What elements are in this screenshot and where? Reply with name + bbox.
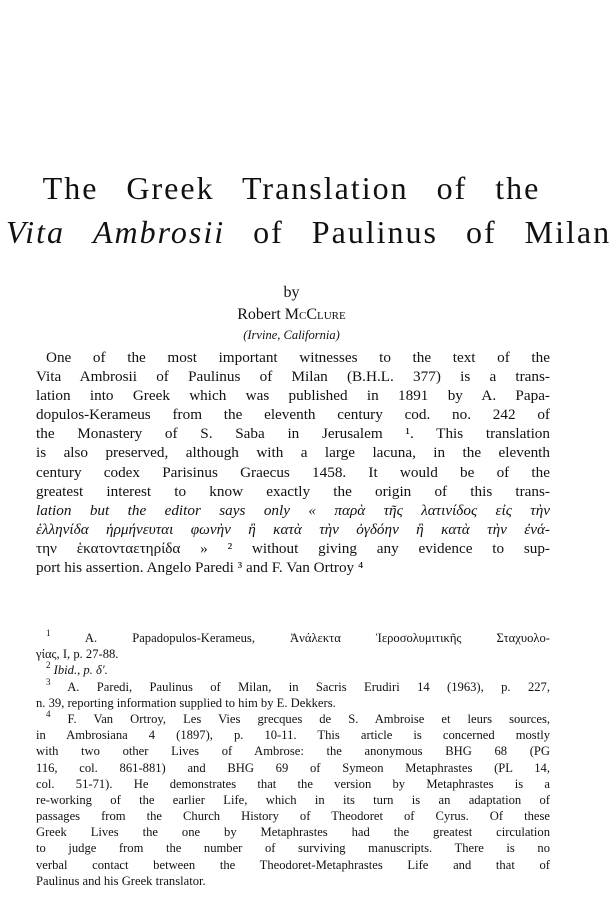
footnote-line: col. 51-71). He demonstrates that the version by Metaphrastes is a [36, 776, 550, 791]
footnote-line: Greek Lives the one by Metaphrastes had the greatest circulation [36, 825, 550, 840]
footnote-line: γίας, I, p. 27-88. [36, 647, 119, 662]
author-affiliation: (Irvine, California) [243, 328, 340, 342]
body-line: lation into Greek which was published in 1891 by A. Papa- [36, 387, 550, 405]
footnotes [36, 630, 550, 889]
footnote-line: with two other Lives of Ambrose: the anonymous BHG 68 (PG [36, 744, 550, 759]
byline-by: by [283, 284, 300, 301]
body-line: ἑλληνίδα ἡρμήνευται φωνὴν ἢ κατὰ τὴν ὀγδόην ἢ κατὰ τὴν ἐνά- [36, 520, 550, 538]
footnote-line: $^3$ A. Paredi, Paulinus of Milan, in Sacris Erudiri 14 (1963), p. 227, [46, 676, 550, 694]
body-line: port his assertion. Angelo Paredi ³ and F. Van Ortroy ⁴ [36, 559, 364, 577]
footnote-line: to judge from the number of surviving manuscripts. There is no [36, 841, 550, 856]
body-text [36, 348, 550, 577]
title-word: of [436, 170, 468, 206]
footnote-line: re-working of the earlier Life, which in its turn is an adaptation of [36, 792, 550, 807]
title-word: of [253, 214, 284, 250]
footnote-line: $^2$ Ibid., p. δ′. [46, 660, 108, 678]
body-line: την ἑκατονταετηρίδα » ² without giving any evidence to sup- [36, 539, 550, 557]
footnote-line: in Ambrosiana 4 (1897), p. 10-11. This article is concerned mostly [36, 728, 550, 743]
title-word: Paulinus [311, 214, 438, 250]
body-line: Vita Ambrosii of Paulinus of Milan (B.H.L. 377) is a trans- [36, 368, 550, 386]
footnote-line: 116, col. 861-881) and BHG 69 of Symeon Metaphrastes (PL 14, [36, 760, 550, 775]
footnote-mark: 3 [46, 676, 51, 687]
footnote-line: $^1$ A. Papadopulos-Kerameus, Ἀνάλεκτα Ἱεροσολυμιτικῆς Σταχυολο- [46, 628, 550, 645]
body-line: century codex Parisinus Graecus 1458. It would be of the [36, 463, 550, 481]
body-line: One of the most important witnesses to the text of the [46, 349, 550, 366]
author-name [0, 306, 583, 324]
footnote-mark: 4 [46, 708, 51, 719]
footnote-line: Paulinus and his Greek translator. [36, 873, 206, 888]
title-word: Vita [6, 214, 65, 250]
body-line: greatest interest to know exactly the origin of this trans- [36, 482, 550, 500]
body-line: is also preserved, although with a large lacuna, in the eleventh [36, 444, 550, 462]
footnote-line: $^4$ F. Van Ortroy, Les Vies grecques de S. Ambroise et leurs sources, [46, 708, 550, 726]
body-line: dopulos-Kerameus from the eleventh century cod. no. 242 of [36, 406, 550, 424]
title-word: the [495, 170, 541, 206]
body-line: lation but the editor says only « παρὰ τῆς λατινίδος εἰς τὴν [36, 501, 550, 519]
footnote-line: passages from the Church History of Theodoret of Cyrus. Of these [36, 809, 550, 824]
title-word: Ambrosii [92, 214, 226, 250]
footnote-line: n. 39, reporting information supplied to him by E. Dekkers. [36, 695, 336, 710]
body-line: the Monastery of S. Saba in Jerusalem ¹. This translation [36, 425, 550, 443]
footnote-mark: 1 [46, 628, 51, 638]
author-first-name: Robert [237, 306, 281, 323]
footnote-mark: 2 [46, 660, 51, 671]
title-line-2 [0, 214, 611, 251]
title-word: Milan [524, 214, 611, 250]
title-word: of [466, 214, 497, 250]
footnote-line: verbal contact between the Theodoret-Metaphrastes Life and that of [36, 857, 550, 872]
title-word: Translation [241, 170, 409, 206]
title-word: The [42, 170, 99, 206]
author-last-name: McClure [284, 306, 346, 323]
title-line-1 [0, 170, 583, 207]
title-word: Greek [126, 170, 215, 206]
